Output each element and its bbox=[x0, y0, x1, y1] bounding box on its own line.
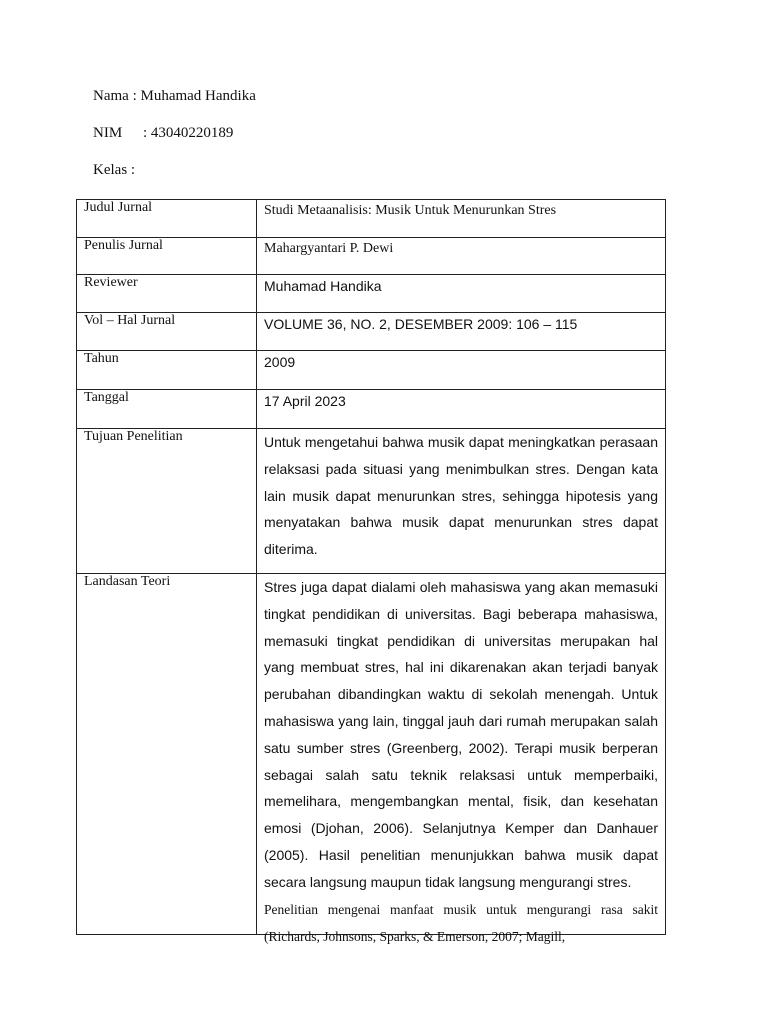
row-value: Studi Metaanalisis: Musik Untuk Menurunkan Stres bbox=[257, 200, 666, 238]
row-key: Tujuan Penelitian bbox=[77, 429, 257, 574]
row-value bbox=[257, 574, 666, 945]
table-row bbox=[77, 429, 666, 574]
row-key: Tanggal bbox=[77, 390, 257, 429]
table-row bbox=[77, 238, 666, 275]
student-nim: NIM : 43040220189 bbox=[93, 125, 234, 141]
row-value-clip: Stres juga dapat dialami oleh mahasiswa yang akan memasuki tingkat pendidikan di universitas. Bagi beberapa mahasiswa, memasuki tingkat pendidikan di universitas merupakan hal yang membuat stres, hal ini dikarenakan akan terjadi banyak perubahan dibandingkan waktu di sekolah menengah. Untuk mahasiswa yang lain, tinggal jauh dari rumah merupakan salah satu sumber stres (Greenberg, 2002). Terapi musik berperan sebagai salah satu teknik relaksasi untuk memperbaiki, memelihara, mengembangkan mental, fisik, dan kesehatan emosi (Djohan, 2006). Selanjutnya Kemper dan Danhauer (2005). Hasil penelitian menunjukkan bahwa musik dapat secara langsung maupun tidak langsung mengurangi stres. Penelitian mengenai manfaat musik untuk mengurangi rasa sakit (Richards, Johnsons, Sparks, & Emerson, 2007; Magill, bbox=[264, 579, 658, 945]
row-value: Mahargyantari P. Dewi bbox=[257, 238, 666, 275]
table-row bbox=[77, 390, 666, 429]
row-key: Judul Jurnal bbox=[77, 200, 257, 238]
row-value: 17 April 2023 bbox=[257, 390, 666, 429]
row-value: Muhamad Handika bbox=[257, 275, 666, 313]
table-row bbox=[77, 574, 666, 935]
row-key: Vol – Hal Jurnal bbox=[77, 313, 257, 351]
row-value: 2009 bbox=[257, 351, 666, 390]
table-row bbox=[77, 313, 666, 351]
row-key: Penulis Jurnal bbox=[77, 238, 257, 275]
student-name: Nama : Muhamad Handika bbox=[93, 88, 256, 104]
table-row bbox=[77, 275, 666, 313]
row-key: Tahun bbox=[77, 351, 257, 390]
row-value: VOLUME 36, NO. 2, DESEMBER 2009: 106 – 115 bbox=[257, 313, 666, 351]
table-row bbox=[77, 200, 666, 238]
journal-review-table bbox=[76, 199, 666, 945]
table-row bbox=[77, 351, 666, 390]
student-class: Kelas : bbox=[93, 162, 136, 178]
row-key: Landasan Teori bbox=[77, 574, 257, 935]
row-value: Untuk mengetahui bahwa musik dapat meningkatkan perasaan relaksasi pada situasi yang menimbulkan stres. Dengan kata lain musik dapat menurunkan stres, sehingga hipotesis yang menyatakan bahwa musik dapat menurunkan stres dapat diterima. bbox=[257, 429, 666, 574]
row-key: Reviewer bbox=[77, 275, 257, 313]
